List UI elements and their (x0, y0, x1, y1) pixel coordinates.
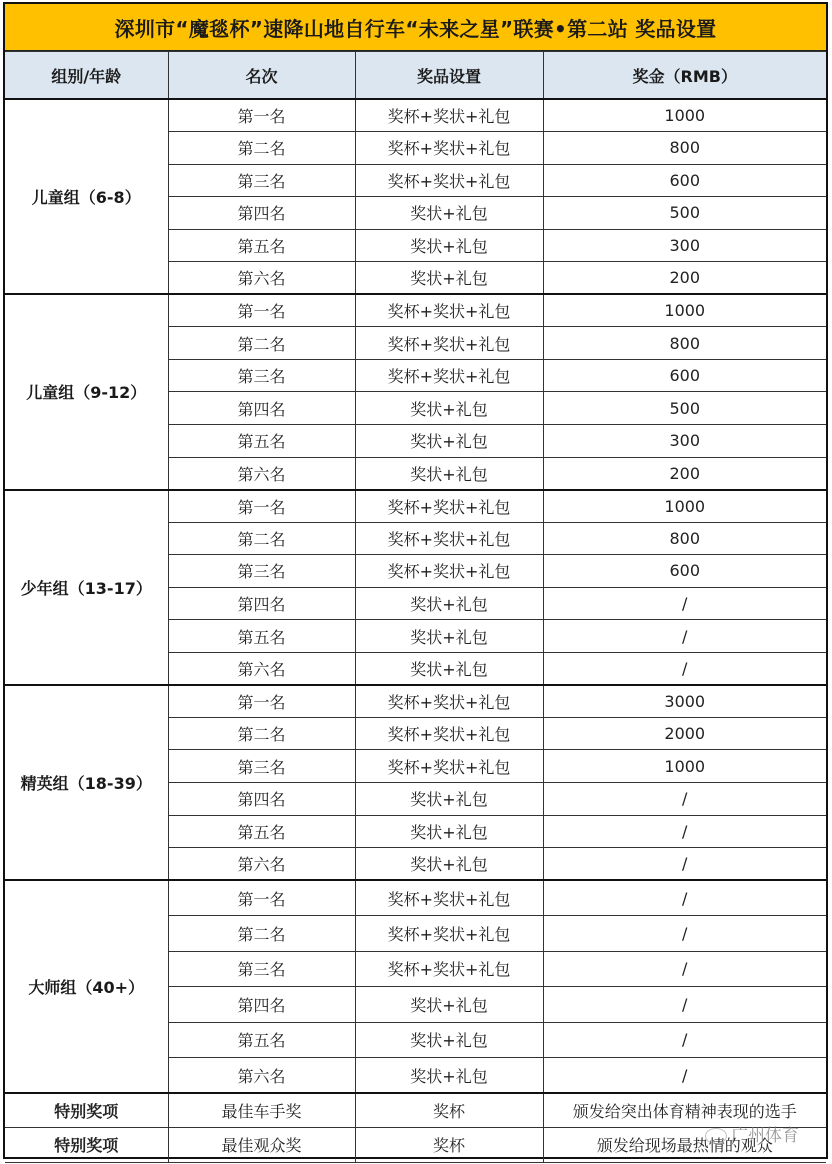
money-cell: / (543, 1022, 826, 1058)
money-cell: 1000 (543, 490, 826, 523)
money-cell: 600 (543, 164, 826, 197)
prize-cell: 奖状+礼包 (355, 620, 543, 653)
rank-cell: 第二名 (168, 132, 355, 165)
prize-cell: 奖杯+奖状+礼包 (355, 522, 543, 555)
group-label: 精英组（18-39） (5, 685, 168, 880)
money-cell: / (543, 620, 826, 653)
header-money: 奖金（RMB） (543, 52, 826, 100)
rank-cell: 第五名 (168, 1022, 355, 1058)
prize-cell: 奖状+礼包 (355, 457, 543, 490)
prize-cell: 奖状+礼包 (355, 987, 543, 1023)
special-label: 特别奖项 (5, 1128, 168, 1163)
prize-cell: 奖杯 (355, 1128, 543, 1163)
prize-cell: 奖状+礼包 (355, 848, 543, 881)
prize-cell: 奖状+礼包 (355, 392, 543, 425)
rank-cell: 第四名 (168, 197, 355, 230)
rank-cell: 第四名 (168, 782, 355, 815)
prize-cell: 奖杯+奖状+礼包 (355, 555, 543, 588)
rank-cell: 第五名 (168, 424, 355, 457)
prize-cell: 奖状+礼包 (355, 262, 543, 295)
rank-cell: 第四名 (168, 392, 355, 425)
table-row (5, 685, 826, 718)
rank-cell: 第三名 (168, 359, 355, 392)
prize-cell: 奖状+礼包 (355, 652, 543, 685)
prize-cell: 奖杯+奖状+礼包 (355, 916, 543, 952)
money-cell: 200 (543, 457, 826, 490)
rank-cell: 第二名 (168, 327, 355, 360)
prize-cell: 奖杯 (355, 1093, 543, 1128)
prize-table (5, 51, 826, 1163)
rank-cell: 第一名 (168, 685, 355, 718)
money-cell: / (543, 880, 826, 916)
prize-cell: 奖杯+奖状+礼包 (355, 750, 543, 783)
rank-cell: 第一名 (168, 294, 355, 327)
prize-cell: 奖杯+奖状+礼包 (355, 132, 543, 165)
group-label: 儿童组（6-8） (5, 99, 168, 294)
rank-cell: 第六名 (168, 848, 355, 881)
prize-cell: 奖状+礼包 (355, 197, 543, 230)
money-cell: / (543, 1058, 826, 1094)
money-cell: 1000 (543, 750, 826, 783)
rank-cell: 第二名 (168, 916, 355, 952)
prize-cell: 奖状+礼包 (355, 815, 543, 848)
rank-cell: 第五名 (168, 620, 355, 653)
prize-cell: 奖杯+奖状+礼包 (355, 951, 543, 987)
prize-cell: 奖杯+奖状+礼包 (355, 327, 543, 360)
header-row (5, 52, 826, 100)
table-title: 深圳市“魔毯杯”速降山地自行车“未来之星”联赛•第二站 奖品设置 (5, 4, 826, 51)
prize-cell: 奖状+礼包 (355, 1058, 543, 1094)
rank-cell: 第三名 (168, 951, 355, 987)
money-cell: 1000 (543, 294, 826, 327)
money-cell: / (543, 951, 826, 987)
rank-cell: 第三名 (168, 555, 355, 588)
rank-cell: 第四名 (168, 587, 355, 620)
rank-cell: 第五名 (168, 229, 355, 262)
money-cell: 500 (543, 197, 826, 230)
special-label: 特别奖项 (5, 1093, 168, 1128)
prize-table-sheet (3, 2, 828, 1159)
watermark-text: 广州体育 (731, 1126, 799, 1146)
money-cell: 2000 (543, 717, 826, 750)
rank-cell: 第三名 (168, 164, 355, 197)
prize-cell: 奖状+礼包 (355, 229, 543, 262)
prize-cell: 奖杯+奖状+礼包 (355, 164, 543, 197)
group-label: 儿童组（9-12） (5, 294, 168, 489)
rank-cell: 第六名 (168, 1058, 355, 1094)
award-cell: 最佳车手奖 (168, 1093, 355, 1128)
rank-cell: 第一名 (168, 99, 355, 132)
prize-cell: 奖状+礼包 (355, 782, 543, 815)
rank-cell: 第三名 (168, 750, 355, 783)
note-cell: 颁发给突出体育精神表现的选手 (543, 1093, 826, 1128)
rank-cell: 第六名 (168, 262, 355, 295)
prize-cell: 奖状+礼包 (355, 1022, 543, 1058)
rank-cell: 第六名 (168, 457, 355, 490)
rank-cell: 第二名 (168, 522, 355, 555)
money-cell: 300 (543, 424, 826, 457)
money-cell: / (543, 652, 826, 685)
money-cell: 3000 (543, 685, 826, 718)
rank-cell: 第五名 (168, 815, 355, 848)
header-rank: 名次 (168, 52, 355, 100)
prize-cell: 奖杯+奖状+礼包 (355, 685, 543, 718)
money-cell: 200 (543, 262, 826, 295)
table-row (5, 490, 826, 523)
table-row (5, 294, 826, 327)
table-row (5, 99, 826, 132)
prize-cell: 奖杯+奖状+礼包 (355, 359, 543, 392)
money-cell: 300 (543, 229, 826, 262)
money-cell: 600 (543, 555, 826, 588)
special-row (5, 1093, 826, 1128)
prize-cell: 奖杯+奖状+礼包 (355, 99, 543, 132)
money-cell: / (543, 782, 826, 815)
money-cell: / (543, 815, 826, 848)
money-cell: 600 (543, 359, 826, 392)
money-cell: 800 (543, 132, 826, 165)
group-label: 大师组（40+） (5, 880, 168, 1093)
note-cell: 颁发给现场最热情的观众 (543, 1128, 826, 1163)
prize-cell: 奖杯+奖状+礼包 (355, 880, 543, 916)
table-row (5, 880, 826, 916)
header-prize: 奖品设置 (355, 52, 543, 100)
prize-cell: 奖状+礼包 (355, 424, 543, 457)
money-cell: 1000 (543, 99, 826, 132)
header-group: 组别/年龄 (5, 52, 168, 100)
rank-cell: 第六名 (168, 652, 355, 685)
money-cell: / (543, 987, 826, 1023)
money-cell: / (543, 848, 826, 881)
special-row (5, 1128, 826, 1163)
prize-cell: 奖杯+奖状+礼包 (355, 717, 543, 750)
group-label: 少年组（13-17） (5, 490, 168, 685)
rank-cell: 第四名 (168, 987, 355, 1023)
money-cell: 800 (543, 522, 826, 555)
money-cell: 800 (543, 327, 826, 360)
rank-cell: 第二名 (168, 717, 355, 750)
rank-cell: 第一名 (168, 490, 355, 523)
money-cell: / (543, 587, 826, 620)
award-cell: 最佳观众奖 (168, 1128, 355, 1163)
money-cell: 500 (543, 392, 826, 425)
prize-cell: 奖杯+奖状+礼包 (355, 294, 543, 327)
prize-cell: 奖状+礼包 (355, 587, 543, 620)
prize-cell: 奖杯+奖状+礼包 (355, 490, 543, 523)
money-cell: / (543, 916, 826, 952)
rank-cell: 第一名 (168, 880, 355, 916)
